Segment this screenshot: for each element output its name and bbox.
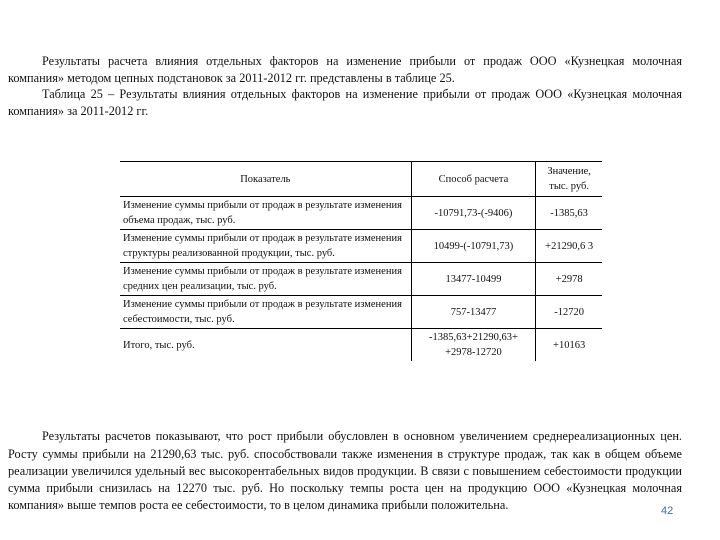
header-value: Значение, тыс. руб. xyxy=(536,162,602,197)
page-number: 42 xyxy=(661,505,674,517)
row-value: +21290,6 3 xyxy=(536,230,602,263)
row-indicator: Изменение суммы прибыли от продаж в результате изменения себестоимости, тыс. руб. xyxy=(120,296,411,329)
table-row xyxy=(120,197,602,230)
table-row xyxy=(120,230,602,263)
table-row xyxy=(120,296,602,329)
intro-paragraph: Результаты расчета влияния отдельных факторов на изменение прибыли от продаж ООО «Кузнецкая молочная компания» методом цепных подстановок за 2011-2012 гг. представлены в таблице 25. xyxy=(8,54,682,86)
row-indicator: Изменение суммы прибыли от продаж в результате изменения объема продаж, тыс. руб. xyxy=(120,197,411,230)
table-caption: Таблица 25 – Результаты влияния отдельных факторов на изменение прибыли от продаж ООО «Кузнецкая молочная компания» за 2011-2012 гг. xyxy=(8,87,682,119)
row-value: -1385,63 xyxy=(536,197,602,230)
row-method: -10791,73-(-9406) xyxy=(411,197,536,230)
row-method: -1385,63+21290,63+ +2978-12720 xyxy=(411,329,536,362)
header-indicator: Показатель xyxy=(120,162,411,197)
table-row xyxy=(120,263,602,296)
row-method: 10499-(-10791,73) xyxy=(411,230,536,263)
row-method: 13477-10499 xyxy=(411,263,536,296)
table-header-row xyxy=(120,162,602,197)
row-value: +2978 xyxy=(536,263,602,296)
row-indicator: Изменение суммы прибыли от продаж в результате изменения структуры реализованной продукции, тыс. руб. xyxy=(120,230,411,263)
factor-table xyxy=(120,161,602,361)
table-total-row xyxy=(120,329,602,362)
result-paragraph: Результаты расчетов показывают, что рост прибыли обусловлен в основном увеличением среднереализационных цен. Росту суммы прибыли на 21290,63 тыс. руб. способствовали также изменения в структуре продаж, так как в общем объеме реализации увеличился удельный вес высокорентабельных видов продукции. В связи с повышением себестоимости продукции сумма прибыли снизилась на 12270 тыс. руб. Но поскольку темпы роста цен на продукцию ООО «Кузнецкая молочная компания» выше темпов роста ее себестоимости, то в целом динамика прибыли положительна. xyxy=(8,429,682,513)
header-method: Способ расчета xyxy=(411,162,536,197)
row-value: +10163 xyxy=(553,339,586,351)
row-indicator: Итого, тыс. руб. xyxy=(120,329,411,362)
row-value: -12720 xyxy=(536,296,602,329)
row-indicator: Изменение суммы прибыли от продаж в результате изменения средних цен реализации, тыс. руб. xyxy=(120,263,411,296)
row-method: 757-13477 xyxy=(411,296,536,329)
